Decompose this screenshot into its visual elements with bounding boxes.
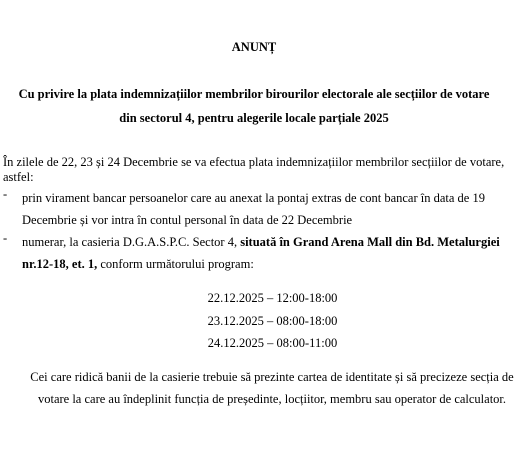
list-bullet: -: [3, 187, 8, 201]
schedule-day-3: 24.12.2025 – 08:00-11:00: [207, 336, 338, 350]
list-bullet: -: [3, 231, 8, 245]
announcement-subject-line-2: din sectorul 4, pentru alegerile locale parțiale 2025: [119, 111, 389, 125]
announcement-title: ANUNȚ: [231, 40, 277, 54]
cashier-location: situată în Grand Arena Mall din Bd. Metalurgiei nr.12-18, et. 1,: [22, 235, 500, 271]
cash-text-start: numerar, la casieria D.G.A.S.P.C. Sector 4,: [22, 235, 241, 249]
bank-transfer-text: prin virament bancar persoanelor care au anexat la pontaj extras de cont bancar în data de 19 Decembrie și vor intra în contul personal în data de 22 Decembrie: [22, 191, 485, 227]
cash-payment-text: [22, 231, 508, 275]
announcement-subject-line-1: Cu privire la plata indemnizațiilor membrilor birourilor electorale ale secțiilor de votare: [18, 87, 490, 101]
cash-text-end: conform următorului program:: [97, 257, 254, 271]
closing-paragraph: Cei care ridică banii de la casierie trebuie să prezinte cartea de identitate și să precizeze secția de votare la care au îndeplinit funcția de președinte, locțiitor, membru sau operator de calculator.: [30, 370, 514, 406]
intro-paragraph: În zilele de 22, 23 și 24 Decembrie se va efectua plata indemnizațiilor membrilor secțiilor de votare, astfel:: [3, 155, 505, 184]
schedule-day-1: 22.12.2025 – 12:00-18:00: [207, 291, 338, 305]
schedule-day-2: 23.12.2025 – 08:00-18:00: [207, 314, 338, 328]
